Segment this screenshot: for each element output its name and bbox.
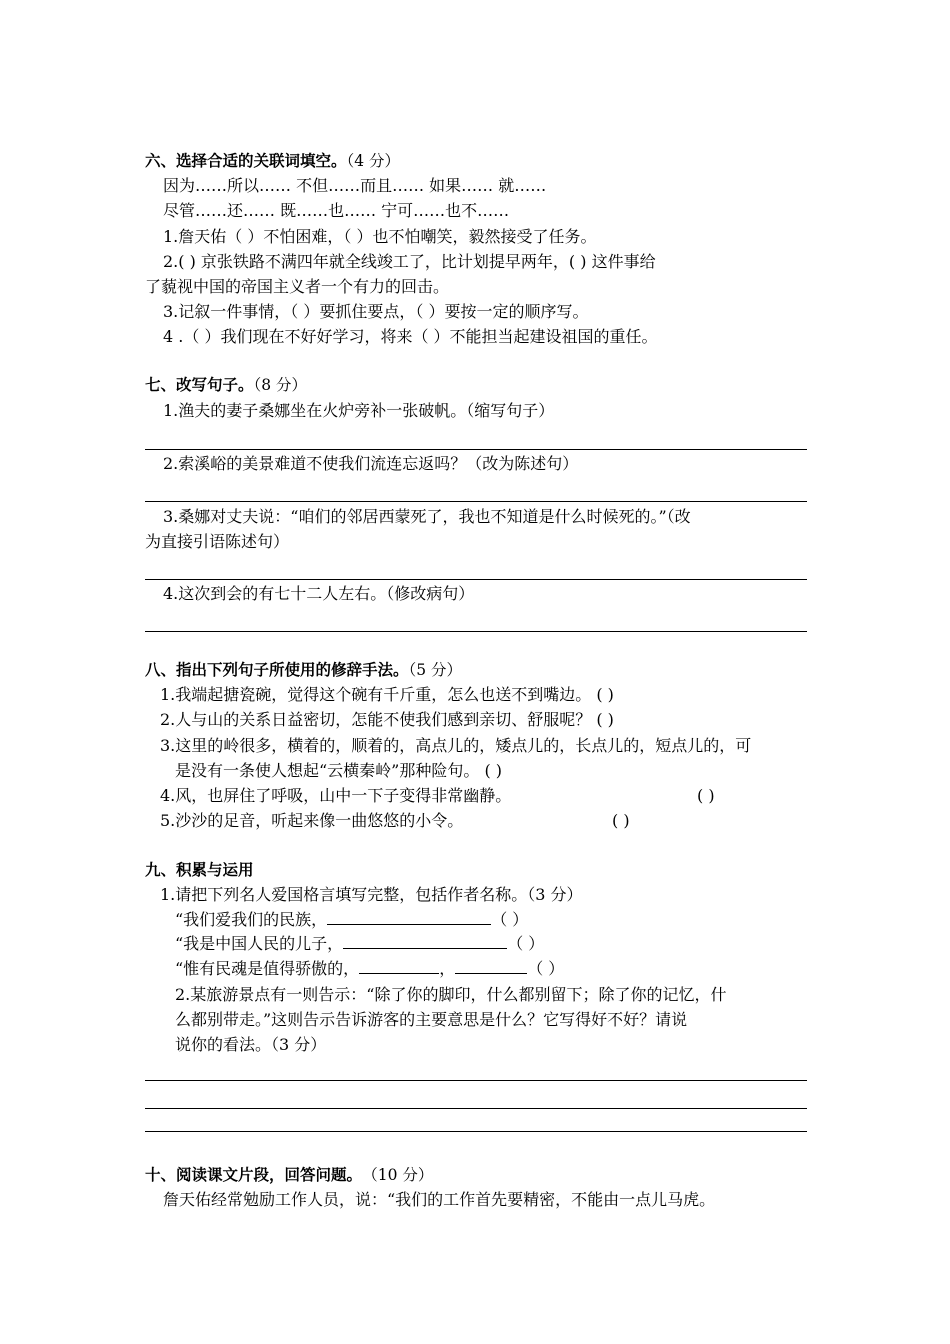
s6-question-4: 4 .（ ）我们现在不好好学习，将来（ ）不能担当起建设祖国的重任。	[163, 327, 658, 346]
s7-answer-line-2[interactable]	[145, 501, 807, 502]
section-7-points: （8 分）	[253, 376, 308, 394]
motto-3-blank-b[interactable]	[455, 959, 527, 974]
s9-question-2-line2: 么都别带走。”这则告示告诉游客的主要意思是什么？它写得好不好？请说	[175, 1010, 688, 1029]
s7-question-2: 2.索溪峪的美景难道不使我们流连忘返吗？（改为陈述句）	[163, 454, 579, 473]
s8-question-4-answer[interactable]: ( )	[697, 786, 715, 805]
motto-3-author[interactable]: （ ）	[527, 959, 565, 978]
s7-question-4: 4.这次到会的有七十二人左右。（修改病句）	[163, 584, 475, 603]
s9-answer-line-3[interactable]	[145, 1131, 807, 1132]
s9-question-2-line1: 2.某旅游景点有一则告示：“除了你的脚印，什么都别留下；除了你的记忆，什	[175, 985, 727, 1004]
motto-2: “我是中国人民的儿子， （ ）	[175, 934, 545, 953]
s7-question-3-line1: 3.桑娜对丈夫说：“咱们的邻居西蒙死了，我也不知道是什么时候死的。”（改	[163, 507, 691, 526]
motto-2-author[interactable]: （ ）	[507, 934, 545, 953]
motto-3: “惟有民魂是值得骄傲的， ， （ ）	[175, 959, 565, 978]
motto-1-blank[interactable]	[327, 910, 491, 925]
s7-answer-line-3[interactable]	[145, 579, 807, 580]
s7-question-3-line2: 为直接引语陈述句）	[145, 532, 290, 551]
section-8-title: 八、指出下列句子所使用的修辞手法。（5 分）	[145, 661, 463, 679]
s10-passage-line1: 詹天佑经常勉励工作人员，说：“我们的工作首先要精密，不能由一点儿马虎。	[163, 1190, 716, 1209]
s8-question-3-line1: 3.这里的岭很多，横着的，顺着的，高点儿的，矮点儿的，长点儿的，短点儿的，可	[160, 736, 752, 755]
s9-question-1: 1.请把下列名人爱国格言填写完整，包括作者名称。（3 分）	[160, 885, 583, 904]
s8-question-5: 5.沙沙的足音，听起来像一曲悠悠的小令。	[160, 811, 464, 830]
s9-question-2-line3: 说你的看法。（3 分）	[175, 1035, 327, 1054]
s6-question-2-line1: 2.( ) 京张铁路不满四年就全线竣工了，比计划提早两年，( ) 这件事给	[163, 252, 656, 271]
section-10-title: 十、阅读课文片段，回答问题。 （10 分）	[145, 1166, 434, 1184]
section-7-title: 七、改写句子。（8 分）	[145, 376, 308, 394]
motto-2-blank[interactable]	[343, 934, 507, 949]
s8-question-2: 2.人与山的关系日益密切，怎能不使我们感到亲切、舒服呢？ ( )	[160, 710, 614, 729]
s7-answer-line-4[interactable]	[145, 631, 807, 632]
s7-question-1: 1.渔夫的妻子桑娜坐在火炉旁补一张破帆。（缩写句子）	[163, 401, 555, 420]
motto-3-blank-a[interactable]	[359, 959, 439, 974]
section-10-points: （10 分）	[370, 1166, 434, 1184]
section-6-points: （4 分）	[346, 152, 401, 170]
conjunction-options-row1: 因为……所以…… 不但……而且…… 如果…… 就……	[163, 176, 547, 195]
conjunction-options-row2: 尽管……还…… 既……也…… 宁可……也不……	[163, 201, 510, 220]
s7-answer-line-1[interactable]	[145, 449, 807, 450]
section-9-title: 九、积累与运用	[145, 861, 254, 879]
s8-question-4: 4.风，也屏住了呼吸，山中一下子变得非常幽静。	[160, 786, 512, 805]
s6-question-1: 1.詹天佑（ ）不怕困难，（ ）也不怕嘲笑，毅然接受了任务。	[163, 227, 597, 246]
section-8-points: （5 分）	[408, 661, 463, 679]
s8-question-1: 1.我端起搪瓷碗，觉得这个碗有千斤重，怎么也送不到嘴边。 ( )	[160, 685, 614, 704]
motto-1-author[interactable]: （ ）	[491, 910, 529, 929]
s8-question-3-line2: 是没有一条使人想起“云横秦岭”那种险句。 ( )	[175, 761, 503, 780]
section-6-title: 六、选择合适的关联词填空。（4 分）	[145, 152, 401, 170]
s8-question-5-answer[interactable]: ( )	[612, 811, 630, 830]
s6-question-2-line2: 了藐视中国的帝国主义者一个有力的回击。	[145, 277, 450, 296]
s6-question-3: 3.记叙一件事情，（ ）要抓住要点，（ ）要按一定的顺序写。	[163, 302, 589, 321]
motto-1: “我们爱我们的民族， （ ）	[175, 910, 529, 929]
s9-answer-line-1[interactable]	[145, 1080, 807, 1081]
s9-answer-line-2[interactable]	[145, 1108, 807, 1109]
